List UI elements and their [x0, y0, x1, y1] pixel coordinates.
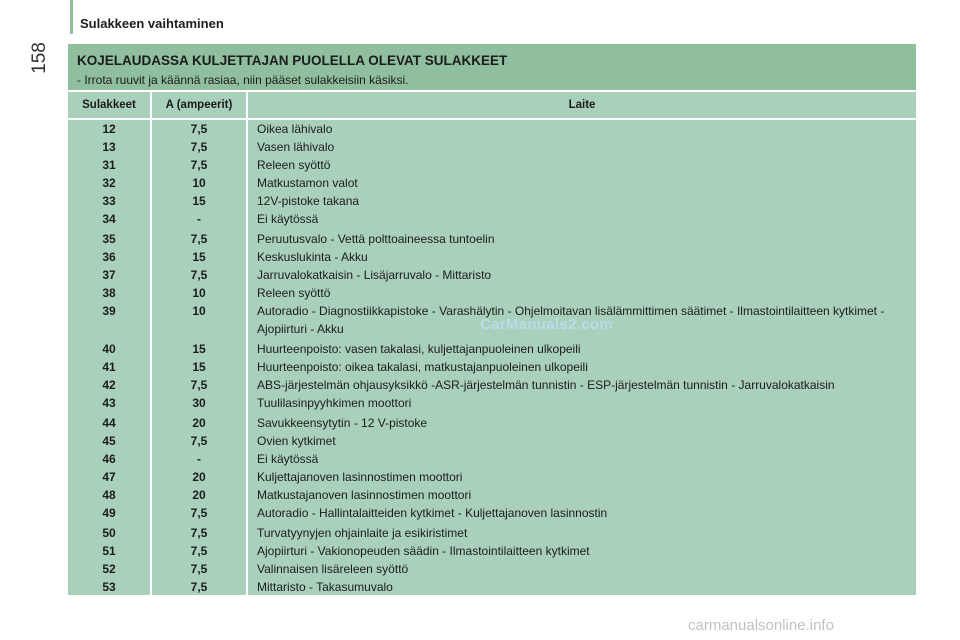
fuse-device: Peruutusvalo - Vettä polttoaineessa tuntoelin — [257, 232, 495, 246]
fuse-device: Kuljettajanoven lasinnostimen moottori — [257, 470, 463, 484]
fuse-device: Ei käytössä — [257, 452, 319, 466]
fuse-amperage: 10 — [192, 176, 206, 190]
fuse-amperage: 7,5 — [190, 140, 208, 154]
fuse-amperage: 7,5 — [190, 562, 208, 576]
panel-header — [68, 44, 916, 90]
fuse-number: 32 — [102, 176, 116, 190]
fuse-device: Ajopiirturi - Vakionopeuden säädin - Ilmastointilaitteen kytkimet — [257, 544, 590, 558]
fuse-number: 35 — [102, 232, 116, 246]
fuse-number: 33 — [102, 194, 116, 208]
fuse-amperage: 7,5 — [190, 434, 208, 448]
fuse-device: Tuulilasinpyyhkimen moottori — [257, 396, 412, 410]
fuse-device: Ei käytössä — [257, 212, 319, 226]
fuse-number: 51 — [102, 544, 116, 558]
fuse-number: 12 — [102, 122, 116, 136]
fuse-number: 13 — [102, 140, 116, 154]
fuse-number: 47 — [102, 470, 116, 484]
fuse-number: 50 — [102, 526, 116, 540]
page-number: 158 — [29, 42, 50, 74]
table-header — [68, 92, 916, 118]
page-section-title: Sulakkeen vaihtaminen — [80, 16, 224, 31]
fuse-number: 39 — [102, 304, 116, 318]
fuse-amperage: 7,5 — [190, 378, 208, 392]
footer-watermark: carmanualsonline.info — [688, 617, 834, 634]
fuse-number: 34 — [102, 212, 116, 226]
panel-title: KOJELAUDASSA KULJETTAJAN PUOLELLA OLEVAT SULAKKEET — [77, 53, 508, 68]
fuse-number: 44 — [102, 416, 116, 430]
watermark-logo-text: CarManuals2.com — [480, 316, 613, 333]
fuse-number: 49 — [102, 506, 116, 520]
fuse-amperage: 15 — [192, 360, 206, 374]
fuse-amperage: - — [197, 452, 201, 466]
fuse-number: 41 — [102, 360, 116, 374]
fuse-number: 45 — [102, 434, 116, 448]
fuse-amperage: 7,5 — [190, 526, 208, 540]
fuse-number: 43 — [102, 396, 116, 410]
fuse-number: 40 — [102, 342, 116, 356]
fuse-device: Turvatyynyjen ohjainlaite ja esikiristimet — [257, 526, 468, 540]
fuse-device: Jarruvalokatkaisin - Lisäjarruvalo - Mittaristo — [257, 268, 492, 282]
fuse-device: Autoradio - Hallintalaitteiden kytkimet - Kuljettajanoven lasinnostin — [257, 506, 608, 520]
fuse-number: 36 — [102, 250, 116, 264]
fuse-number: 48 — [102, 488, 116, 502]
fuse-device: Matkustamon valot — [257, 176, 358, 190]
fuse-amperage: 7,5 — [190, 158, 208, 172]
header-accent-bar — [70, 0, 73, 34]
fuse-amperage: 7,5 — [190, 122, 208, 136]
fuse-amperage: 15 — [192, 194, 206, 208]
fuse-amperage: 7,5 — [190, 544, 208, 558]
fuse-device: Vasen lähivalo — [257, 140, 335, 154]
fuse-amperage: 10 — [192, 304, 206, 318]
fuse-amperage: 7,5 — [190, 232, 208, 246]
column-header-amperes: A (ampeerit) — [165, 99, 233, 111]
fuse-number: 53 — [102, 580, 116, 594]
column-header-device: Laite — [568, 99, 596, 111]
fuse-amperage: 10 — [192, 286, 206, 300]
fuse-device: 12V-pistoke takana — [257, 194, 360, 208]
fuse-number: 37 — [102, 268, 116, 282]
fuse-device: Releen syöttö — [257, 158, 331, 172]
column-divider — [246, 92, 248, 595]
fuse-device: ABS-järjestelmän ohjausyksikkö -ASR-järjestelmän tunnistin - ESP-järjestelmän tunnistin - Jarruvalokatkaisin — [257, 378, 835, 392]
fuse-device: Releen syöttö — [257, 286, 331, 300]
fuse-amperage: 20 — [192, 470, 206, 484]
fuse-number: 46 — [102, 452, 116, 466]
fuse-device: Huurteenpoisto: vasen takalasi, kuljettajanpuoleinen ulkopeili — [257, 342, 581, 356]
fuse-amperage: 7,5 — [190, 580, 208, 594]
fuse-amperage: 30 — [192, 396, 206, 410]
fuse-number: 38 — [102, 286, 116, 300]
fuse-device: Matkustajanoven lasinnostimen moottori — [257, 488, 472, 502]
fuse-device: Autoradio - Diagnostiikkapistoke - Varashälytin - Ohjelmoitavan lisälämmittimen säätimet - Ilmastointilaitteen kytkimet - Ajopiirturi - Akku — [257, 304, 885, 336]
fuse-amperage: 15 — [192, 250, 206, 264]
fuse-device: Keskuslukinta - Akku — [257, 250, 368, 264]
column-header-fuses: Sulakkeet — [82, 99, 136, 111]
fuse-number: 42 — [102, 378, 116, 392]
fuse-amperage: 20 — [192, 416, 206, 430]
fuse-device: Mittaristo - Takasumuvalo — [257, 580, 393, 594]
fuse-amperage: 7,5 — [190, 506, 208, 520]
fuse-amperage: 7,5 — [190, 268, 208, 282]
fuse-amperage: 20 — [192, 488, 206, 502]
fuse-device: Oikea lähivalo — [257, 122, 333, 136]
fuse-amperage: - — [197, 212, 201, 226]
panel-instruction: - Irrota ruuvit ja käännä rasiaa, niin pääset sulakkeisiin käsiksi. — [77, 73, 409, 87]
fuse-device: Valinnaisen lisäreleen syöttö — [257, 562, 409, 576]
fuse-number: 52 — [102, 562, 116, 576]
fuse-device: Ovien kytkimet — [257, 434, 336, 448]
fuse-device: Savukkeensytytin - 12 V-pistoke — [257, 416, 428, 430]
fuse-number: 31 — [102, 158, 116, 172]
fuse-amperage: 15 — [192, 342, 206, 356]
fuse-device: Huurteenpoisto: oikea takalasi, matkustajanpuoleinen ulkopeili — [257, 360, 588, 374]
